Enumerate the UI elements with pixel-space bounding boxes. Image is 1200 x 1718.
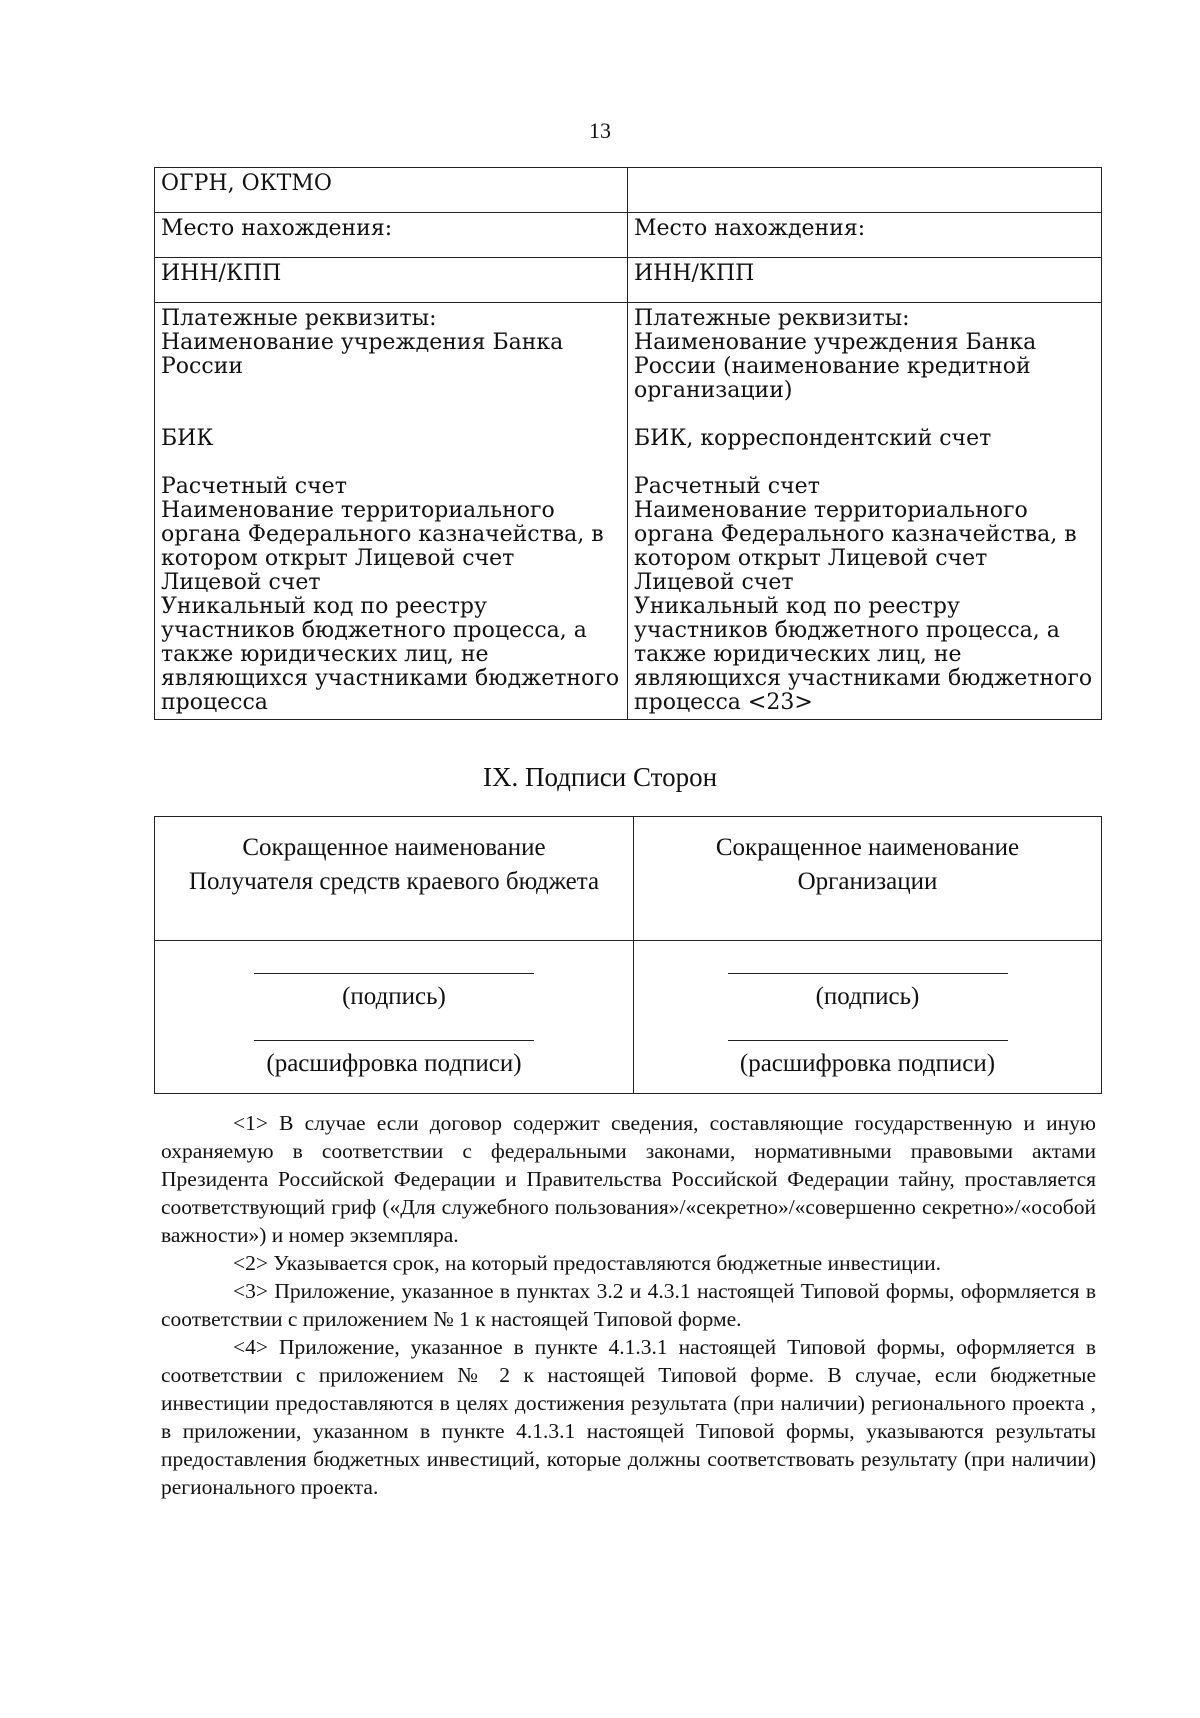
footnote-3: <3> Приложение, указанное в пунктах 3.2 и 4.3.1 настоящей Типовой формы, оформляется в соответствии с приложением № 1 к настоящей Типовой форме. [161, 1279, 1096, 1331]
signature-caption-left: (подпись) [342, 983, 446, 1010]
signature-caption-right: (подпись) [815, 983, 920, 1010]
requisites-table [154, 167, 1102, 720]
requisites-row-inn [155, 258, 1102, 303]
account-line-right: Расчетный счет [634, 474, 820, 499]
organization-name-line2: Организации [797, 868, 938, 895]
footnote-1: <1> В случае если договор содержит сведения, составляющие государственную и иную охраняемую в соответствии с федеральными законами, нормативными правовыми актами Президента Российской Федерации и Правительства Российской Федерации тайну, проставляется соответствующий гриф («Для служебного пользования»/«секретно»/«совершенно секретно»/«особой важности») и номер экземпляра. [161, 1111, 1096, 1247]
signatures-table [154, 816, 1102, 1094]
organization-signature-cell [634, 941, 1102, 1094]
bik-right: БИК, корреспондентский счет [634, 426, 992, 451]
payment-title-left: Платежные реквизиты: [161, 306, 437, 331]
signatures-sign-row [155, 941, 1102, 1094]
decryption-line [254, 1040, 534, 1041]
bank-name-right: Наименование учреждения Банка России (наименование кредитной организации) [634, 330, 1037, 403]
spacer [634, 403, 1095, 427]
account-line-right: Уникальный код по реестру участников бюджетного процесса, а также юридических лиц, не являющихся участниками бюджетного процесса <23> [634, 594, 1093, 715]
location-label-left: Место нахождения: [155, 213, 628, 258]
requisites-row-payment [155, 303, 1102, 720]
signature-line [728, 973, 1008, 974]
payment-details-left [155, 303, 628, 720]
inn-kpp-label-right: ИНН/КПП [628, 258, 1102, 303]
spacer [161, 403, 621, 427]
bik-left: БИК [161, 426, 214, 451]
decryption-caption-left: (расшифровка подписи) [266, 1050, 522, 1077]
account-line-left: Расчетный счет [161, 474, 347, 499]
recipient-name-line2: Получателя средств краевого бюджета [188, 868, 600, 895]
ogrn-oktmo-label: ОГРН, ОКТМО [155, 168, 628, 213]
recipient-name-cell [155, 817, 634, 941]
signatures-header-row [155, 817, 1102, 941]
location-label-right: Место нахождения: [628, 213, 1102, 258]
page-number: 13 [589, 118, 611, 143]
account-line-right: Лицевой счет [634, 570, 794, 595]
account-line-right: Наименование территориального органа Федерального казначейства, в котором открыт Лицевой счет [634, 498, 1077, 571]
bank-name-left: Наименование учреждения Банка России [161, 330, 564, 379]
account-line-left: Наименование территориального органа Федерального казначейства, в котором открыт Лицевой счет [161, 498, 604, 571]
inn-kpp-label-left: ИНН/КПП [155, 258, 628, 303]
decryption-caption-right: (расшифровка подписи) [739, 1050, 996, 1077]
signature-line [254, 973, 534, 974]
recipient-signature-cell [155, 941, 634, 1094]
spacer [161, 451, 621, 475]
footnote-4: <4> Приложение, указанное в пункте 4.1.3.1 настоящей Типовой формы, оформляется в соответствии с приложением № 2 к настоящей Типовой форме. В случае, если бюджетные инвестиции предоставляются в целях достижения результата (при наличии) регионального проекта , в приложении, указанном в пункте 4.1.3.1 настоящей Типовой формы, указываются результаты предоставления бюджетных инвестиций, которые должны соответствовать результату (при наличии) регионального проекта. [161, 1335, 1096, 1499]
decryption-line [728, 1040, 1008, 1041]
requisites-row-ogrn [155, 168, 1102, 213]
recipient-name-line1: Сокращенное наименование [242, 834, 546, 861]
requisites-row-location [155, 213, 1102, 258]
footnote-2: <2> Указывается срок, на который предоставляются бюджетные инвестиции. [233, 1251, 942, 1275]
organization-name-cell [634, 817, 1102, 941]
payment-details-right [628, 303, 1102, 720]
spacer [634, 451, 1095, 475]
spacer [161, 379, 621, 403]
account-line-left: Уникальный код по реестру участников бюджетного процесса, а также юридических лиц, не являющихся участниками бюджетного процесса [161, 594, 620, 715]
account-line-left: Лицевой счет [161, 570, 321, 595]
footnotes [161, 1109, 1096, 1501]
section-title: IX. Подписи Сторон [482, 762, 718, 792]
ogrn-oktmo-value [628, 168, 1102, 213]
organization-name-line1: Сокращенное наименование [715, 834, 1020, 861]
payment-title-right: Платежные реквизиты: [634, 306, 910, 331]
